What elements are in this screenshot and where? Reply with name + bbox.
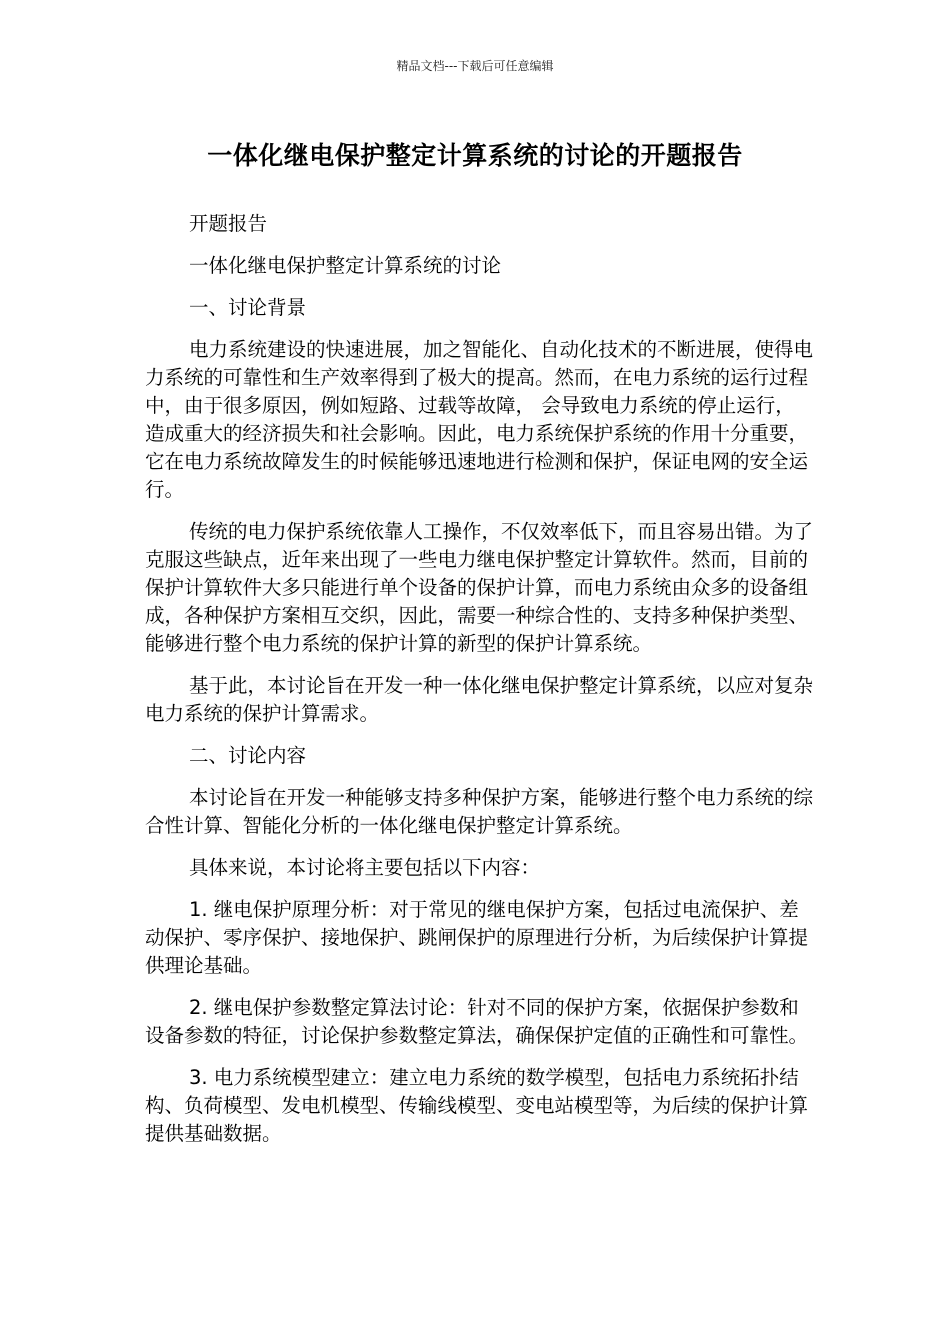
section-heading-background: 一、讨论背景: [189, 296, 307, 319]
paragraph-content-intro: 本讨论旨在开发一种能够支持多种保护方案，能够进行整个电力系统的综合性计算、智能化分析的一体化继电保护整定计算系统。: [145, 786, 814, 837]
paragraph-subject: 一体化继电保护整定计算系统的讨论: [189, 254, 502, 277]
list-item-1: 1. 继电保护原理分析：对于常见的继电保护方案，包括过电流保护、差动保护、零序保护、接地保护、跳闸保护的原理进行分析，为后续保护计算提供理论基础。: [145, 898, 809, 977]
paragraph-background-3: 基于此，本讨论旨在开发一种一体化继电保护整定计算系统，以应对复杂电力系统的保护计算需求。: [145, 674, 814, 725]
paragraph-report-label: 开题报告: [189, 212, 268, 235]
list-item-3: 3. 电力系统模型建立：建立电力系统的数学模型，包括电力系统拓扑结构、负荷模型、发电机模型、传输线模型、变电站模型等，为后续的保护计算提供基础数据。: [145, 1066, 809, 1145]
document-body: [145, 210, 813, 1162]
section-heading-content: 二、讨论内容: [189, 744, 307, 767]
document-title: 一体化继电保护整定计算系统的讨论的开题报告: [207, 141, 743, 170]
header-note: 精品文档---下载后可任意编辑: [396, 59, 554, 73]
paragraph-content-lead: 具体来说，本讨论将主要包括以下内容：: [189, 856, 541, 879]
paragraph-background-1: 电力系统建设的快速进展，加之智能化、自动化技术的不断进展，使得电力系统的可靠性和生产效率得到了极大的提高。然而，在电力系统的运行过程中，由于很多原因，例如短路、过载等故障， 会导致电力系统的停止运行，造成重大的经济损失和社会影响。因此，电力系统保护系统的作用十分重要，它在电力系统故障发生的时候能够迅速地进行检测和保护，保证电网的安全运行。: [145, 338, 814, 501]
paragraph-background-2: 传统的电力保护系统依靠人工操作，不仅效率低下，而且容易出错。为了克服这些缺点，近年来出现了一些电力继电保护整定计算软件。然而，目前的保护计算软件大多只能进行单个设备的保护计算，而电力系统由众多的设备组成，各种保护方案相互交织，因此，需要一种综合性的、支持多种保护类型、能够进行整个电力系统的保护计算的新型的保护计算系统。: [145, 520, 814, 655]
list-item-2: 2. 继电保护参数整定算法讨论：针对不同的保护方案，依据保护参数和设备参数的特征，讨论保护参数整定算法，确保保护定值的正确性和可靠性。: [145, 996, 809, 1047]
